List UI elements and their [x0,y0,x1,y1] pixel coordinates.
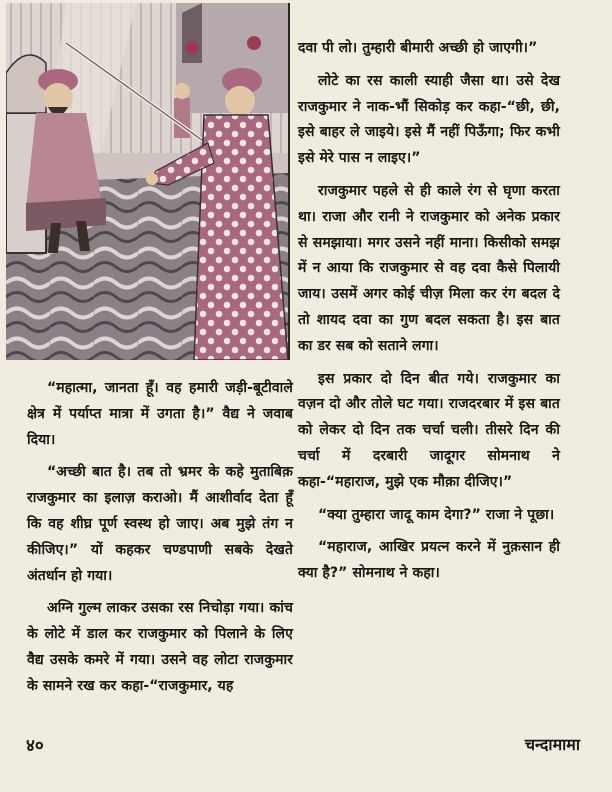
story-paragraph: “अच्छी बात है। तब तो भ्रमर के कहे मुताबिक़ राजकुमार का इलाज़ कराओ। मैं आशीर्वाद देता हूँ कि वह शीघ्र पूर्ण स्वस्थ हो जाए। अब मुझे तंग न कीजिए।” यों कहकर चण्डपाणी सबके देखते अंतर्धान हो गया। [27,464,293,584]
right-text-column [298,36,560,594]
magazine-title: चन्दामामा [524,735,580,754]
story-illustration [6,3,290,360]
story-paragraph: राजकुमार पहले से ही काले रंग से घृणा करता था। राजा और रानी ने राजकुमार को अनेक प्रकार से समझाया। मगर उसने नहीं माना। किसीको समझ में न आया कि राजकुमार से वह दवा कैसे पिलायी जाय। उसमें अगर कोई चीज़ मिला कर रंग बदल दे तो शायद दवा का गुण बदल सकता है। इस बात का डर सब को सताने लगा। [298,182,560,354]
story-paragraph: लोटे का रस काली स्याही जैसा था। उसे देख राजकुमार ने नाक-भौं सिकोड़ कर कहा-“छी, छी, इसे बाहर ले जाइये। इसे मैं नहीं पिऊँगा; फिर कभी इसे मेरे पास न लाइए।” [298,72,560,167]
page-number: ४० [26,736,44,756]
story-paragraph: इस प्रकार दो दिन बीत गये। राजकुमार का वज़न दो और तोले घट गया। राजदरबार में इस बात को लेकर दो दिन तक चर्चा चली। तीसरे दिन की चर्चा में दरबारी जादूगर सोमनाथ ने कहा-“महाराज, मुझे एक मौक़ा दीजिए।” [298,370,560,490]
story-paragraph: अग्नि गुल्म लाकर उसका रस निचोड़ा गया। कांच के लोटे में डाल कर राजकुमार को पिलाने के लिए वैद्य उसके कमरे में गया। उसने वह लोटा राजकुमार के सामने रख कर कहा-“राजकुमार, यह [27,600,293,694]
story-paragraph: “महाराज, आखिर प्रयत्न करने में नुक़सान ही क्या है?” सोमनाथ ने कहा। [298,539,560,582]
left-text-column [27,376,293,707]
story-paragraph: “महात्मा, जानता हूँ। वह हमारी जड़ी-बूटीवाले क्षेत्र में पर्याप्त मात्रा में उगता है।” वैद्य ने जवाब दिया। [27,380,293,448]
story-paragraph: “क्या तुम्हारा जादू काम देगा?” राजा ने पूछा। [318,506,555,523]
story-paragraph: दवा पी लो। तुम्हारी बीमारी अच्छी हो जाएगी।” [298,40,538,56]
